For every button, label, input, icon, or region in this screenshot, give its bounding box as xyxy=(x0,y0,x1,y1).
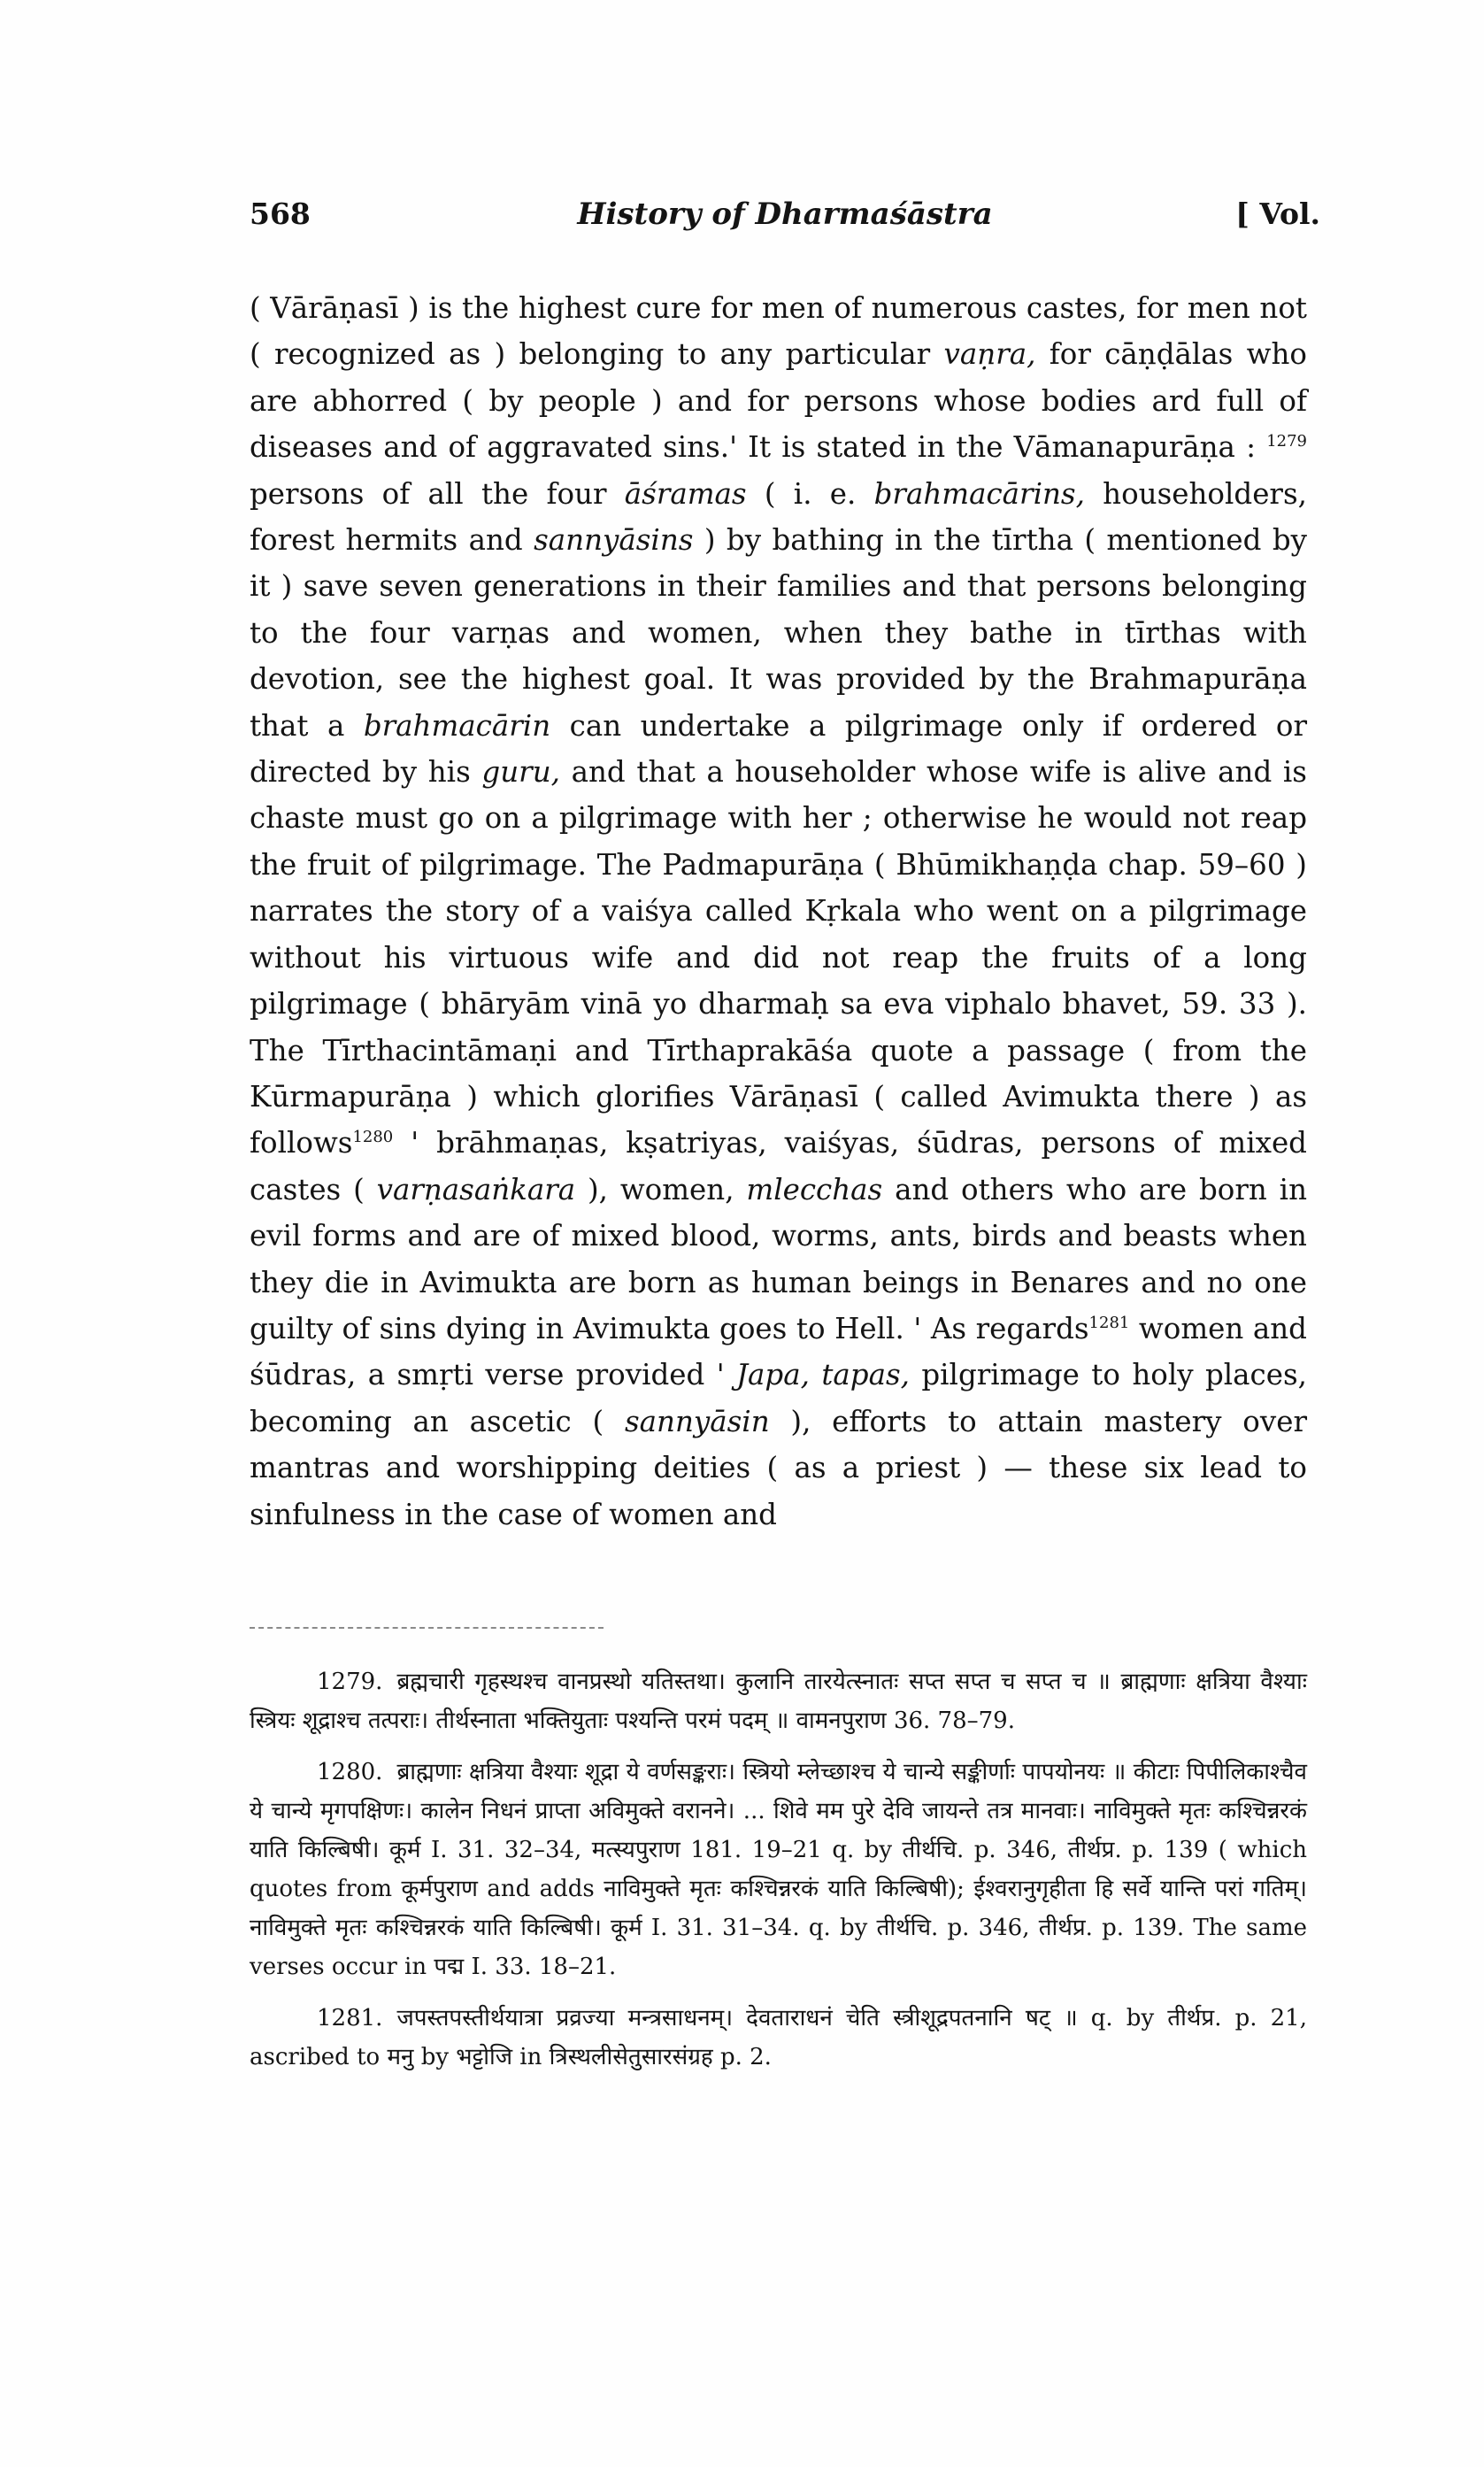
running-title: History of Dharmaśāstra xyxy=(577,197,993,232)
footnote-number: 1279. xyxy=(317,1669,383,1695)
text-segment: ) by bathing in the tīrtha ( mentioned by it ) save seven generations in their families and that persons belonging to the four varṇas and women, when they bathe in tīrthas with devotion, see the highest goal. It was provided by the Brahmapurāṇa that a xyxy=(250,523,1307,743)
italic-term: mlecchas xyxy=(746,1172,883,1207)
italic-term: brahmacārins, xyxy=(873,476,1085,511)
text-segment: householders, forest hermits and xyxy=(250,476,1307,558)
text-segment: women and śūdras, a smṛti verse provided ' xyxy=(250,1311,1307,1392)
text-segment: ), women, xyxy=(575,1172,747,1207)
italic-term: sannyāsins xyxy=(534,523,694,558)
text-segment: can undertake a pilgrimage only if ordered or directed by his xyxy=(250,708,1308,790)
italic-term: sannyāsin xyxy=(624,1404,770,1438)
text-segment: and others who are born in evil forms and are of mixed blood, worms, ants, birds and beasts when they die in Avimukta are born as human beings in Benares and no one guilty of sins dying in Avimukta goes to Hell. ' As regards xyxy=(250,1172,1308,1345)
text-segment: ' brāhmaṇas, kṣatriyas, vaiśyas, śūdras, persons of mixed castes ( xyxy=(250,1126,1307,1207)
italic-term: āśramas xyxy=(624,476,747,511)
footnote-number: 1280. xyxy=(317,1759,383,1785)
footnote-text: ब्रह्मचारी गृहस्थश्च वानप्रस्थो यतिस्तथा। कुलानि तारयेत्स्नातः सप्त सप्त च सप्त च ॥ ब्राह्मणाः क्षत्रिया वैश्याः स्त्रियः शूद्राश्च तत्पराः। तीर्थस्नाता भक्तियुताः पश्यन्ति परमं पदम् ॥ वामनपुराण 36. 78–79. xyxy=(250,1669,1307,1734)
italic-term: brahmacārin xyxy=(363,708,551,743)
text-segment: ( Vārāṇasī ) is the highest cure for men of numerous castes, for men not ( recognized as ) belonging to any particular xyxy=(250,291,1307,372)
italic-term: guru, xyxy=(481,755,560,790)
text-segment: ( i. e. xyxy=(746,476,874,511)
text-segment: and that a householder whose wife is alive and is chaste must go on a pilgrimage with her ; otherwise he would not reap the fruit of pilgrimage. The Padmapurāṇa ( Bhūmikhaṇḍa chap. 59–60 ) narrates the story of a vaiśya called Kṛkala who went on a pilgrimage without his virtuous wife and did not reap the fruits of a long pilgrimage ( bhāryām vinā yo dharmaḥ sa eva viphalo bhavet, 59. 33 ). The Tīrthacintāmaṇi and Tīrthaprakāśa quote a passage ( from the Kūrmapurāṇa ) which glorifies Vārāṇasī ( called Avimukta there ) as follows xyxy=(250,755,1307,1160)
footnotes-section xyxy=(250,1662,1307,2089)
footnote-1280 xyxy=(250,1753,1307,1986)
italic-term: varṇasaṅkara xyxy=(376,1172,576,1207)
footnote-number: 1281. xyxy=(317,2005,383,2031)
footnote-text: जपस्तपस्तीर्थयात्रा प्रव्रज्या मन्त्रसाधनम्। देवताराधनं चेति स्त्रीशूद्रपतनानि षट् ॥ q. by तीर्थप्र. p. 21, ascribed to मनु by भट्टोजि in त्रिस्थलीसेतुसारसंग्रह p. 2. xyxy=(250,2005,1307,2070)
footnote-divider xyxy=(250,1627,604,1629)
text-segment: for cāṇḍālas who are abhorred ( by people ) and for persons whose bodies ard full of diseases and of aggravated sins.' It is stated in the Vāmanapurāṇa : xyxy=(250,337,1307,465)
footnote-ref-1280[interactable]: 1280 xyxy=(352,1128,394,1147)
footnote-text: ब्राह्मणाः क्षत्रिया वैश्याः शूद्रा ये वर्णसङ्कराः। स्त्रियो म्लेच्छाश्च ये चान्ये सङ्कीर्णाः पापयोनयः ॥ कीटाः पिपीलिकाश्चैव ये चान्ये मृगपक्षिणः। कालेन निधनं प्राप्ता अविमुक्ते वरानने। ... शिवे मम पुरे देवि जायन्ते तत्र मानवाः। नाविमुक्ते मृतः कश्चिन्नरकं याति किल्बिषी। कूर्म I. 31. 32–34, मत्स्यपुराण 181. 19–21 q. by तीर्थचि. p. 346, तीर्थप्र. p. 139 ( which quotes from कूर्मपुराण and adds नाविमुक्ते मृतः कश्चिन्नरकं याति किल्बिषी); ईश्वरानुगृहीता हि सर्वे यान्ति परां गतिम्। नाविमुक्ते मृतः कश्चिन्नरकं याति किल्बिषी। कूर्म I. 31. 31–34. q. by तीर्थचि. p. 346, तीर्थप्र. p. 139. The same verses occur in पद्म I. 33. 18–21. xyxy=(250,1759,1307,1980)
text-segment: ), efforts to attain mastery over mantras and worshipping deities ( as a priest ) — these six lead to sinfulness in the case of women and xyxy=(250,1404,1308,1531)
footnote-ref-1281[interactable]: 1281 xyxy=(1088,1314,1130,1333)
main-paragraph xyxy=(250,285,1307,1538)
footnote-ref-1279[interactable]: 1279 xyxy=(1266,432,1307,451)
page-number: 568 xyxy=(250,197,311,231)
footnote-1281 xyxy=(250,1999,1307,2077)
footnote-1279 xyxy=(250,1662,1307,1740)
text-segment: persons of all the four xyxy=(250,476,625,511)
italic-term: vaṇra, xyxy=(943,337,1036,372)
italic-term: Japa, tapas, xyxy=(736,1358,910,1392)
text-segment: pilgrimage to holy places, becoming an ascetic ( xyxy=(250,1358,1307,1438)
volume-mark: [ Vol. xyxy=(1235,197,1320,231)
page-header xyxy=(250,197,1320,250)
